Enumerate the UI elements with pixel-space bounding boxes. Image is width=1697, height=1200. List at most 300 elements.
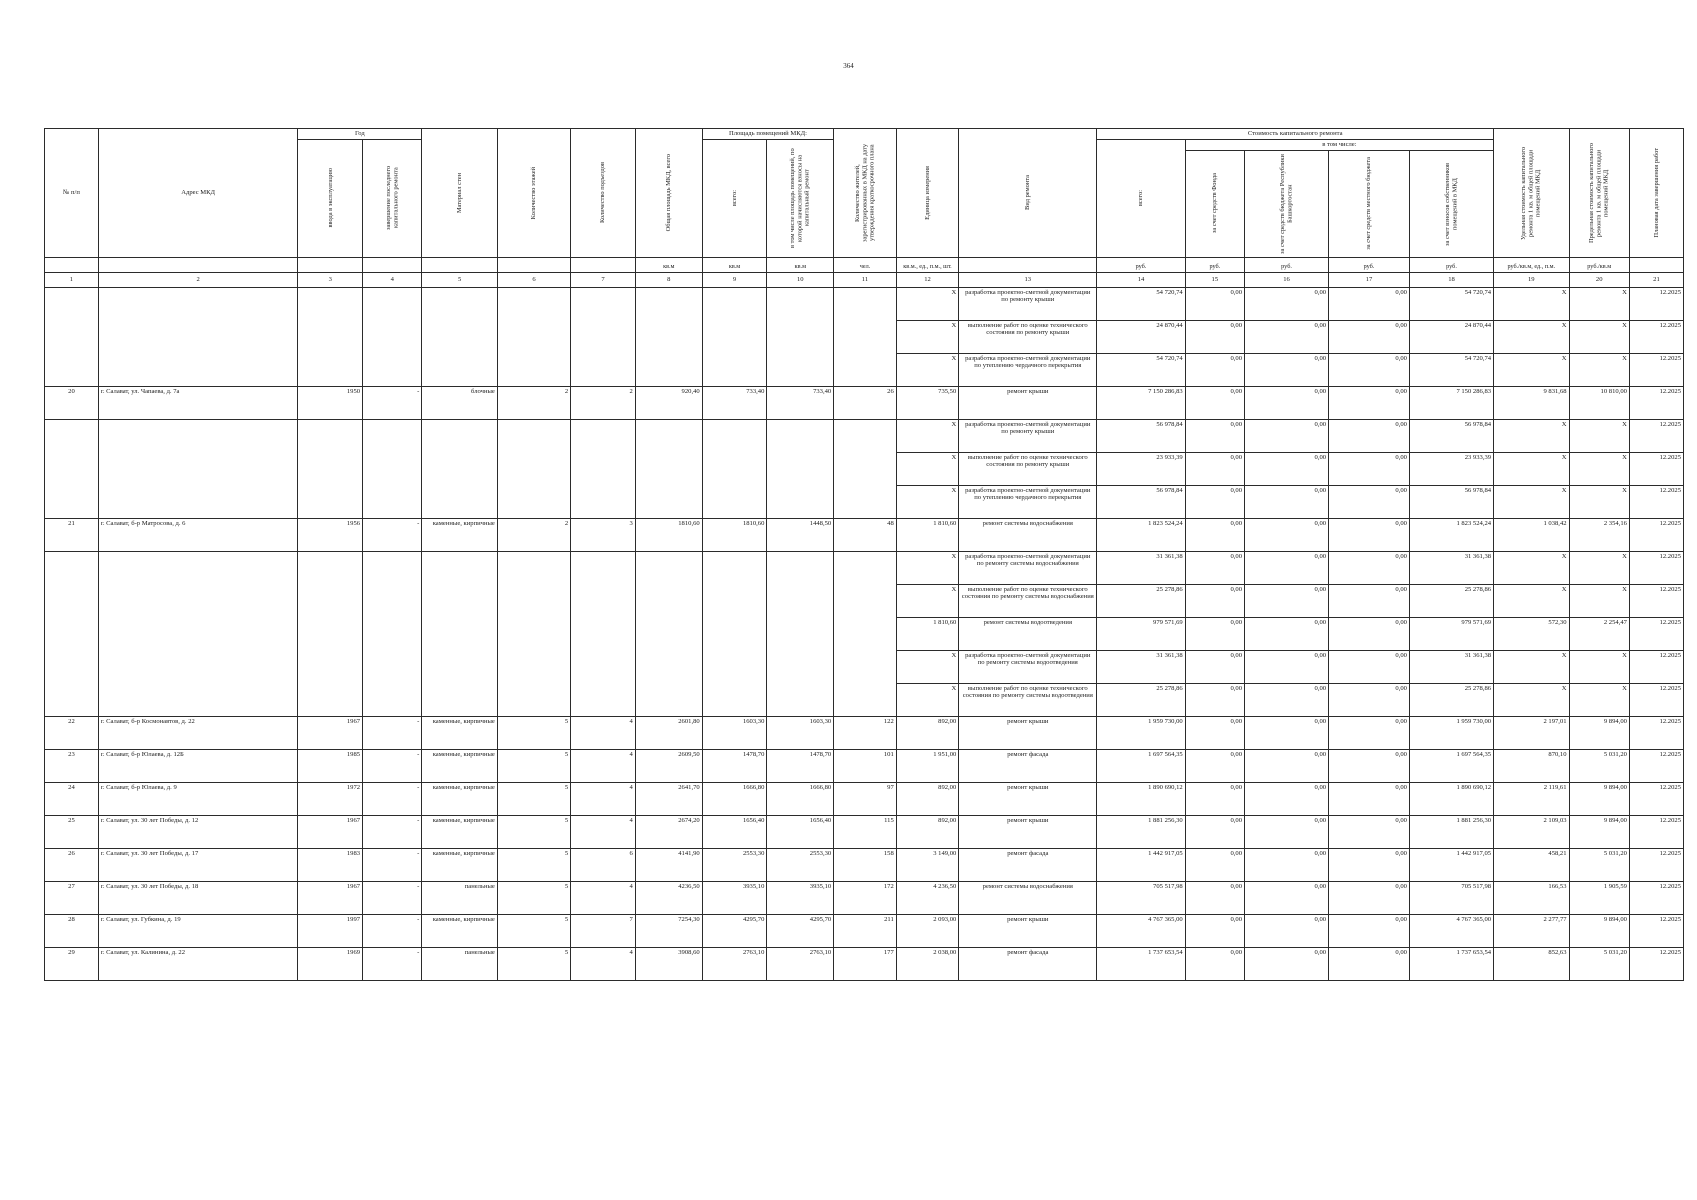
- premises-area-cell: 1603,30: [702, 716, 767, 749]
- cost-budget-rb-cell: 0,00: [1245, 881, 1329, 914]
- cost-budget-local-cell: 0,00: [1329, 617, 1410, 650]
- column-number: 9: [702, 272, 767, 287]
- cost-fund-cell: 0,00: [1185, 320, 1244, 353]
- residents-cell: 97: [834, 782, 897, 815]
- year-commissioning-cell: 1967: [298, 716, 363, 749]
- work-type-cell: ремонт фасада: [959, 947, 1097, 980]
- unit-cell: [1629, 257, 1683, 272]
- premises-area-cell: [702, 650, 767, 683]
- entrances-cell: 2: [571, 386, 636, 419]
- table-row: [45, 881, 1684, 914]
- cost-budget-local-cell: 0,00: [1329, 485, 1410, 518]
- year-commissioning-cell: [298, 551, 363, 584]
- cost-budget-rb-cell: 0,00: [1245, 617, 1329, 650]
- row-number: [45, 683, 99, 716]
- cost-fund-cell: 0,00: [1185, 551, 1244, 584]
- residential-area-cell: 1448,50: [767, 518, 834, 551]
- table-row: [45, 947, 1684, 980]
- cost-budget-rb-cell: 0,00: [1245, 914, 1329, 947]
- work-type-cell: разработка проектно-сметной документации по утеплению чердачного перекрытия: [959, 353, 1097, 386]
- column-number: 3: [298, 272, 363, 287]
- cost-budget-rb-cell: 0,00: [1245, 353, 1329, 386]
- cost-fund-cell: 0,00: [1185, 419, 1244, 452]
- planned-date-cell: 12.2025: [1629, 452, 1683, 485]
- limit-cost-cell: 9 894,00: [1569, 914, 1629, 947]
- year-commissioning-cell: [298, 353, 363, 386]
- column-number: 14: [1097, 272, 1185, 287]
- row-number: 26: [45, 848, 99, 881]
- premises-area-cell: [702, 419, 767, 452]
- limit-cost-cell: X: [1569, 320, 1629, 353]
- entrances-cell: 4: [571, 749, 636, 782]
- header-year: Год: [298, 129, 422, 140]
- cost-owners-cell: 1 890 690,12: [1409, 782, 1493, 815]
- header-limit-cost: Предельная стоимость капитального ремонта 1 кв. м общей площади помещений МКД: [1569, 129, 1629, 258]
- floors-cell: 5: [497, 914, 570, 947]
- planned-date-cell: 12.2025: [1629, 584, 1683, 617]
- header-residents: Количество жителей, зарегистрированных в МКД на дату утверждения краткосрочного плана: [834, 129, 897, 258]
- work-type-cell: разработка проектно-сметной документации по ремонту крыши: [959, 419, 1097, 452]
- floors-cell: 5: [497, 782, 570, 815]
- work-type-cell: ремонт системы водоснабжения: [959, 881, 1097, 914]
- residents-cell: [834, 452, 897, 485]
- cost-total-cell: 705 517,98: [1097, 881, 1185, 914]
- year-commissioning-cell: 1967: [298, 815, 363, 848]
- planned-date-cell: 12.2025: [1629, 650, 1683, 683]
- cost-total-cell: 24 870,44: [1097, 320, 1185, 353]
- year-commissioning-cell: [298, 419, 363, 452]
- floors-cell: 5: [497, 881, 570, 914]
- planned-date-cell: 12.2025: [1629, 815, 1683, 848]
- wall-material-cell: [422, 287, 497, 320]
- cost-total-cell: 1 823 524,24: [1097, 518, 1185, 551]
- total-area-cell: 2601,80: [635, 716, 702, 749]
- unit-cost-cell: 9 831,68: [1494, 386, 1569, 419]
- premises-area-cell: 733,40: [702, 386, 767, 419]
- entrances-cell: [571, 551, 636, 584]
- residents-cell: 122: [834, 716, 897, 749]
- cost-budget-local-cell: 0,00: [1329, 716, 1410, 749]
- limit-cost-cell: X: [1569, 452, 1629, 485]
- unit-quantity-cell: 2 093,00: [896, 914, 959, 947]
- cost-owners-cell: 24 870,44: [1409, 320, 1493, 353]
- wall-material-cell: блочные: [422, 386, 497, 419]
- column-number: 11: [834, 272, 897, 287]
- unit-cell: кв.м: [635, 257, 702, 272]
- row-number: 29: [45, 947, 99, 980]
- table-row: [45, 749, 1684, 782]
- unit-quantity-cell: X: [896, 320, 959, 353]
- table-row: [45, 320, 1684, 353]
- header-year-commissioning: ввода в эксплуатацию: [298, 139, 363, 257]
- wall-material-cell: [422, 485, 497, 518]
- unit-quantity-cell: 892,00: [896, 716, 959, 749]
- residential-area-cell: [767, 584, 834, 617]
- floors-cell: [497, 287, 570, 320]
- floors-cell: 5: [497, 848, 570, 881]
- floors-cell: [497, 485, 570, 518]
- total-area-cell: 2641,70: [635, 782, 702, 815]
- total-area-cell: 920,40: [635, 386, 702, 419]
- unit-cost-cell: 572,30: [1494, 617, 1569, 650]
- work-type-cell: разработка проектно-сметной документации по ремонту системы водоотведения: [959, 650, 1097, 683]
- residential-area-cell: 1603,30: [767, 716, 834, 749]
- header-planned-date: Плановая дата завершения работ: [1629, 129, 1683, 258]
- cost-budget-local-cell: 0,00: [1329, 518, 1410, 551]
- limit-cost-cell: X: [1569, 287, 1629, 320]
- table-row: [45, 683, 1684, 716]
- cost-budget-rb-cell: 0,00: [1245, 947, 1329, 980]
- header-cost-total: всего:: [1097, 139, 1185, 257]
- work-type-cell: ремонт фасада: [959, 848, 1097, 881]
- planned-date-cell: 12.2025: [1629, 617, 1683, 650]
- total-area-cell: [635, 551, 702, 584]
- floors-cell: [497, 683, 570, 716]
- year-last-repair-cell: [363, 287, 422, 320]
- row-number: 21: [45, 518, 99, 551]
- entrances-cell: [571, 650, 636, 683]
- limit-cost-cell: 1 905,59: [1569, 881, 1629, 914]
- residential-area-cell: [767, 485, 834, 518]
- residents-cell: [834, 419, 897, 452]
- wall-material-cell: [422, 650, 497, 683]
- row-number: 28: [45, 914, 99, 947]
- cost-total-cell: 1 697 564,35: [1097, 749, 1185, 782]
- address-cell: [98, 650, 297, 683]
- cost-fund-cell: 0,00: [1185, 782, 1244, 815]
- cost-owners-cell: 31 361,38: [1409, 650, 1493, 683]
- total-area-cell: [635, 320, 702, 353]
- unit-quantity-cell: X: [896, 287, 959, 320]
- floors-cell: 5: [497, 947, 570, 980]
- planned-date-cell: 12.2025: [1629, 881, 1683, 914]
- work-type-cell: ремонт крыши: [959, 386, 1097, 419]
- column-number: 18: [1409, 272, 1493, 287]
- cost-budget-rb-cell: 0,00: [1245, 584, 1329, 617]
- total-area-cell: [635, 650, 702, 683]
- premises-area-cell: 1810,60: [702, 518, 767, 551]
- unit-cell: кв.м., ед., п.м., шт.: [896, 257, 959, 272]
- header-owners: за счет взносов собственников помещений в МКД: [1409, 150, 1493, 257]
- header-area-total: всего:: [702, 139, 767, 257]
- unit-cost-cell: X: [1494, 485, 1569, 518]
- wall-material-cell: [422, 353, 497, 386]
- table-row: [45, 419, 1684, 452]
- planned-date-cell: 12.2025: [1629, 848, 1683, 881]
- wall-material-cell: каменные, кирпичные: [422, 914, 497, 947]
- unit-quantity-cell: 735,50: [896, 386, 959, 419]
- cost-owners-cell: 25 278,86: [1409, 584, 1493, 617]
- year-last-repair-cell: -: [363, 782, 422, 815]
- floors-cell: [497, 551, 570, 584]
- row-number: [45, 551, 99, 584]
- address-cell: [98, 353, 297, 386]
- cost-budget-rb-cell: 0,00: [1245, 782, 1329, 815]
- table-row: [45, 518, 1684, 551]
- year-last-repair-cell: -: [363, 815, 422, 848]
- residential-area-cell: [767, 320, 834, 353]
- total-area-cell: 7254,30: [635, 914, 702, 947]
- unit-cost-cell: 2 119,61: [1494, 782, 1569, 815]
- row-number: 20: [45, 386, 99, 419]
- entrances-cell: [571, 584, 636, 617]
- table-row: [45, 287, 1684, 320]
- residents-cell: 115: [834, 815, 897, 848]
- cost-owners-cell: 1 697 564,35: [1409, 749, 1493, 782]
- header-year-last-repair: завершение последнего капитального ремонта: [363, 139, 422, 257]
- unit-quantity-cell: 2 038,00: [896, 947, 959, 980]
- total-area-cell: [635, 353, 702, 386]
- unit-quantity-cell: X: [896, 452, 959, 485]
- column-number: 16: [1245, 272, 1329, 287]
- row-number: [45, 320, 99, 353]
- table-row: [45, 848, 1684, 881]
- unit-cost-cell: X: [1494, 650, 1569, 683]
- unit-cost-cell: X: [1494, 683, 1569, 716]
- residential-area-cell: [767, 551, 834, 584]
- year-last-repair-cell: [363, 617, 422, 650]
- cost-budget-local-cell: 0,00: [1329, 881, 1410, 914]
- unit-cost-cell: X: [1494, 320, 1569, 353]
- work-type-cell: ремонт крыши: [959, 914, 1097, 947]
- header-area-residential: в том числе площадь помещений, по которой начисляются взносы на капитальный ремонт: [767, 139, 834, 257]
- year-commissioning-cell: 1997: [298, 914, 363, 947]
- limit-cost-cell: 9 894,00: [1569, 815, 1629, 848]
- cost-owners-cell: 25 278,86: [1409, 683, 1493, 716]
- entrances-cell: [571, 419, 636, 452]
- table-row: [45, 617, 1684, 650]
- wall-material-cell: каменные, кирпичные: [422, 815, 497, 848]
- year-last-repair-cell: -: [363, 749, 422, 782]
- entrances-cell: 7: [571, 914, 636, 947]
- header-unit-cost: Удельная стоимость капитального ремонта 1 кв. м общей площади помещений МКД: [1494, 129, 1569, 258]
- total-area-cell: 4141,90: [635, 848, 702, 881]
- residential-area-cell: [767, 452, 834, 485]
- work-type-cell: выполнение работ по оценке технического состояния по ремонту крыши: [959, 452, 1097, 485]
- table-row: [45, 716, 1684, 749]
- cost-budget-rb-cell: 0,00: [1245, 386, 1329, 419]
- residents-cell: [834, 650, 897, 683]
- table-row: [45, 584, 1684, 617]
- cost-owners-cell: 56 978,84: [1409, 485, 1493, 518]
- row-number: [45, 584, 99, 617]
- premises-area-cell: [702, 452, 767, 485]
- planned-date-cell: 12.2025: [1629, 518, 1683, 551]
- column-number: 6: [497, 272, 570, 287]
- unit-quantity-cell: X: [896, 419, 959, 452]
- year-last-repair-cell: -: [363, 914, 422, 947]
- year-commissioning-cell: [298, 485, 363, 518]
- wall-material-cell: каменные, кирпичные: [422, 518, 497, 551]
- cost-budget-local-cell: 0,00: [1329, 419, 1410, 452]
- column-number: 5: [422, 272, 497, 287]
- floors-cell: [497, 452, 570, 485]
- unit-quantity-cell: X: [896, 683, 959, 716]
- header-cost: Стоимость капитального ремонта: [1097, 129, 1494, 140]
- total-area-cell: 2674,20: [635, 815, 702, 848]
- unit-cost-cell: X: [1494, 551, 1569, 584]
- cost-fund-cell: 0,00: [1185, 353, 1244, 386]
- cost-total-cell: 31 361,38: [1097, 650, 1185, 683]
- limit-cost-cell: X: [1569, 650, 1629, 683]
- table-row: [45, 452, 1684, 485]
- cost-budget-rb-cell: 0,00: [1245, 419, 1329, 452]
- residents-cell: [834, 320, 897, 353]
- premises-area-cell: 1478,70: [702, 749, 767, 782]
- year-last-repair-cell: [363, 650, 422, 683]
- address-cell: г. Салават, ул. 30 лет Победы, д. 18: [98, 881, 297, 914]
- cost-budget-rb-cell: 0,00: [1245, 320, 1329, 353]
- limit-cost-cell: X: [1569, 584, 1629, 617]
- cost-fund-cell: 0,00: [1185, 947, 1244, 980]
- unit-cell: руб.: [1185, 257, 1244, 272]
- wall-material-cell: [422, 320, 497, 353]
- unit-cost-cell: X: [1494, 452, 1569, 485]
- page-number: 364: [843, 62, 854, 70]
- header-budget-local: за счет средств местного бюджета: [1329, 150, 1410, 257]
- address-cell: [98, 617, 297, 650]
- cost-total-cell: 54 720,74: [1097, 353, 1185, 386]
- row-number: 24: [45, 782, 99, 815]
- unit-cell: [298, 257, 363, 272]
- address-cell: г. Салават, б-р Космонавтов, д. 22: [98, 716, 297, 749]
- table-row: [45, 782, 1684, 815]
- cost-owners-cell: 54 720,74: [1409, 353, 1493, 386]
- work-type-cell: выполнение работ по оценке технического состояния по ремонту системы водоотведения: [959, 683, 1097, 716]
- cost-fund-cell: 0,00: [1185, 881, 1244, 914]
- unit-cell: руб.: [1409, 257, 1493, 272]
- residential-area-cell: [767, 287, 834, 320]
- planned-date-cell: 12.2025: [1629, 386, 1683, 419]
- residential-area-cell: 1656,40: [767, 815, 834, 848]
- address-cell: [98, 584, 297, 617]
- cost-fund-cell: 0,00: [1185, 749, 1244, 782]
- floors-cell: 5: [497, 749, 570, 782]
- header-fund: за счет средств Фонда: [1185, 150, 1244, 257]
- planned-date-cell: 12.2025: [1629, 782, 1683, 815]
- work-type-cell: выполнение работ по оценке технического состояния по ремонту системы водоснабжения: [959, 584, 1097, 617]
- cost-fund-cell: 0,00: [1185, 617, 1244, 650]
- total-area-cell: [635, 419, 702, 452]
- floors-cell: [497, 353, 570, 386]
- unit-cell: [959, 257, 1097, 272]
- premises-area-cell: [702, 683, 767, 716]
- limit-cost-cell: X: [1569, 485, 1629, 518]
- table-row: [45, 815, 1684, 848]
- cost-budget-rb-cell: 0,00: [1245, 848, 1329, 881]
- cost-owners-cell: 56 978,84: [1409, 419, 1493, 452]
- column-number: 2: [98, 272, 297, 287]
- residential-area-cell: [767, 683, 834, 716]
- unit-quantity-cell: 4 236,50: [896, 881, 959, 914]
- unit-cost-cell: X: [1494, 287, 1569, 320]
- premises-area-cell: [702, 551, 767, 584]
- table-row: [45, 386, 1684, 419]
- limit-cost-cell: X: [1569, 353, 1629, 386]
- unit-cost-cell: 2 109,03: [1494, 815, 1569, 848]
- work-type-cell: ремонт крыши: [959, 716, 1097, 749]
- planned-date-cell: 12.2025: [1629, 914, 1683, 947]
- column-number: 15: [1185, 272, 1244, 287]
- column-number: 7: [571, 272, 636, 287]
- premises-area-cell: 2553,30: [702, 848, 767, 881]
- unit-quantity-cell: X: [896, 584, 959, 617]
- cost-owners-cell: 1 737 653,54: [1409, 947, 1493, 980]
- address-cell: [98, 683, 297, 716]
- wall-material-cell: [422, 551, 497, 584]
- unit-cell: [571, 257, 636, 272]
- address-cell: г. Салават, ул. 30 лет Победы, д. 17: [98, 848, 297, 881]
- residents-cell: 172: [834, 881, 897, 914]
- unit-cost-cell: 2 277,77: [1494, 914, 1569, 947]
- unit-cost-cell: 1 038,42: [1494, 518, 1569, 551]
- header-premises-area: Площадь помещений МКД:: [702, 129, 834, 140]
- column-number: 8: [635, 272, 702, 287]
- address-cell: [98, 452, 297, 485]
- unit-cell: [422, 257, 497, 272]
- header-work-type: Вид ремонта: [959, 129, 1097, 258]
- cost-fund-cell: 0,00: [1185, 584, 1244, 617]
- unit-cell: руб./кв.м: [1569, 257, 1629, 272]
- address-cell: [98, 419, 297, 452]
- residents-cell: [834, 551, 897, 584]
- cost-budget-rb-cell: 0,00: [1245, 485, 1329, 518]
- year-commissioning-cell: [298, 617, 363, 650]
- planned-date-cell: 12.2025: [1629, 353, 1683, 386]
- header-budget-rb: за счет средств бюджета Республики Башкортостан: [1245, 150, 1329, 257]
- floors-cell: 2: [497, 386, 570, 419]
- unit-cost-cell: 166,53: [1494, 881, 1569, 914]
- year-commissioning-cell: 1969: [298, 947, 363, 980]
- floors-cell: [497, 617, 570, 650]
- unit-cost-cell: X: [1494, 353, 1569, 386]
- residents-cell: 177: [834, 947, 897, 980]
- unit-quantity-cell: 1 810,60: [896, 518, 959, 551]
- address-cell: [98, 320, 297, 353]
- address-cell: г. Салават, ул. Калинина, д. 22: [98, 947, 297, 980]
- premises-area-cell: 3935,10: [702, 881, 767, 914]
- cost-total-cell: 56 978,84: [1097, 419, 1185, 452]
- unit-cell: чел.: [834, 257, 897, 272]
- cost-budget-rb-cell: 0,00: [1245, 815, 1329, 848]
- row-number: [45, 353, 99, 386]
- work-type-cell: разработка проектно-сметной документации по утеплению чердачного перекрытия: [959, 485, 1097, 518]
- cost-budget-rb-cell: 0,00: [1245, 716, 1329, 749]
- cost-budget-local-cell: 0,00: [1329, 914, 1410, 947]
- table-row: [45, 353, 1684, 386]
- cost-total-cell: 54 720,74: [1097, 287, 1185, 320]
- entrances-cell: 4: [571, 881, 636, 914]
- entrances-cell: [571, 617, 636, 650]
- unit-cost-cell: X: [1494, 584, 1569, 617]
- premises-area-cell: 1656,40: [702, 815, 767, 848]
- planned-date-cell: 12.2025: [1629, 419, 1683, 452]
- wall-material-cell: панельные: [422, 947, 497, 980]
- row-number: [45, 650, 99, 683]
- unit-quantity-cell: 892,00: [896, 815, 959, 848]
- header-address: Адрес МКД: [98, 129, 297, 258]
- premises-area-cell: [702, 287, 767, 320]
- cost-budget-local-cell: 0,00: [1329, 749, 1410, 782]
- cost-budget-rb-cell: 0,00: [1245, 551, 1329, 584]
- column-number: 21: [1629, 272, 1683, 287]
- header-floors: Количество этажей: [497, 129, 570, 258]
- cost-total-cell: 23 933,39: [1097, 452, 1185, 485]
- unit-cell: руб./кв.м, ед., п.м.: [1494, 257, 1569, 272]
- total-area-cell: 3908,60: [635, 947, 702, 980]
- wall-material-cell: [422, 584, 497, 617]
- cost-budget-local-cell: 0,00: [1329, 584, 1410, 617]
